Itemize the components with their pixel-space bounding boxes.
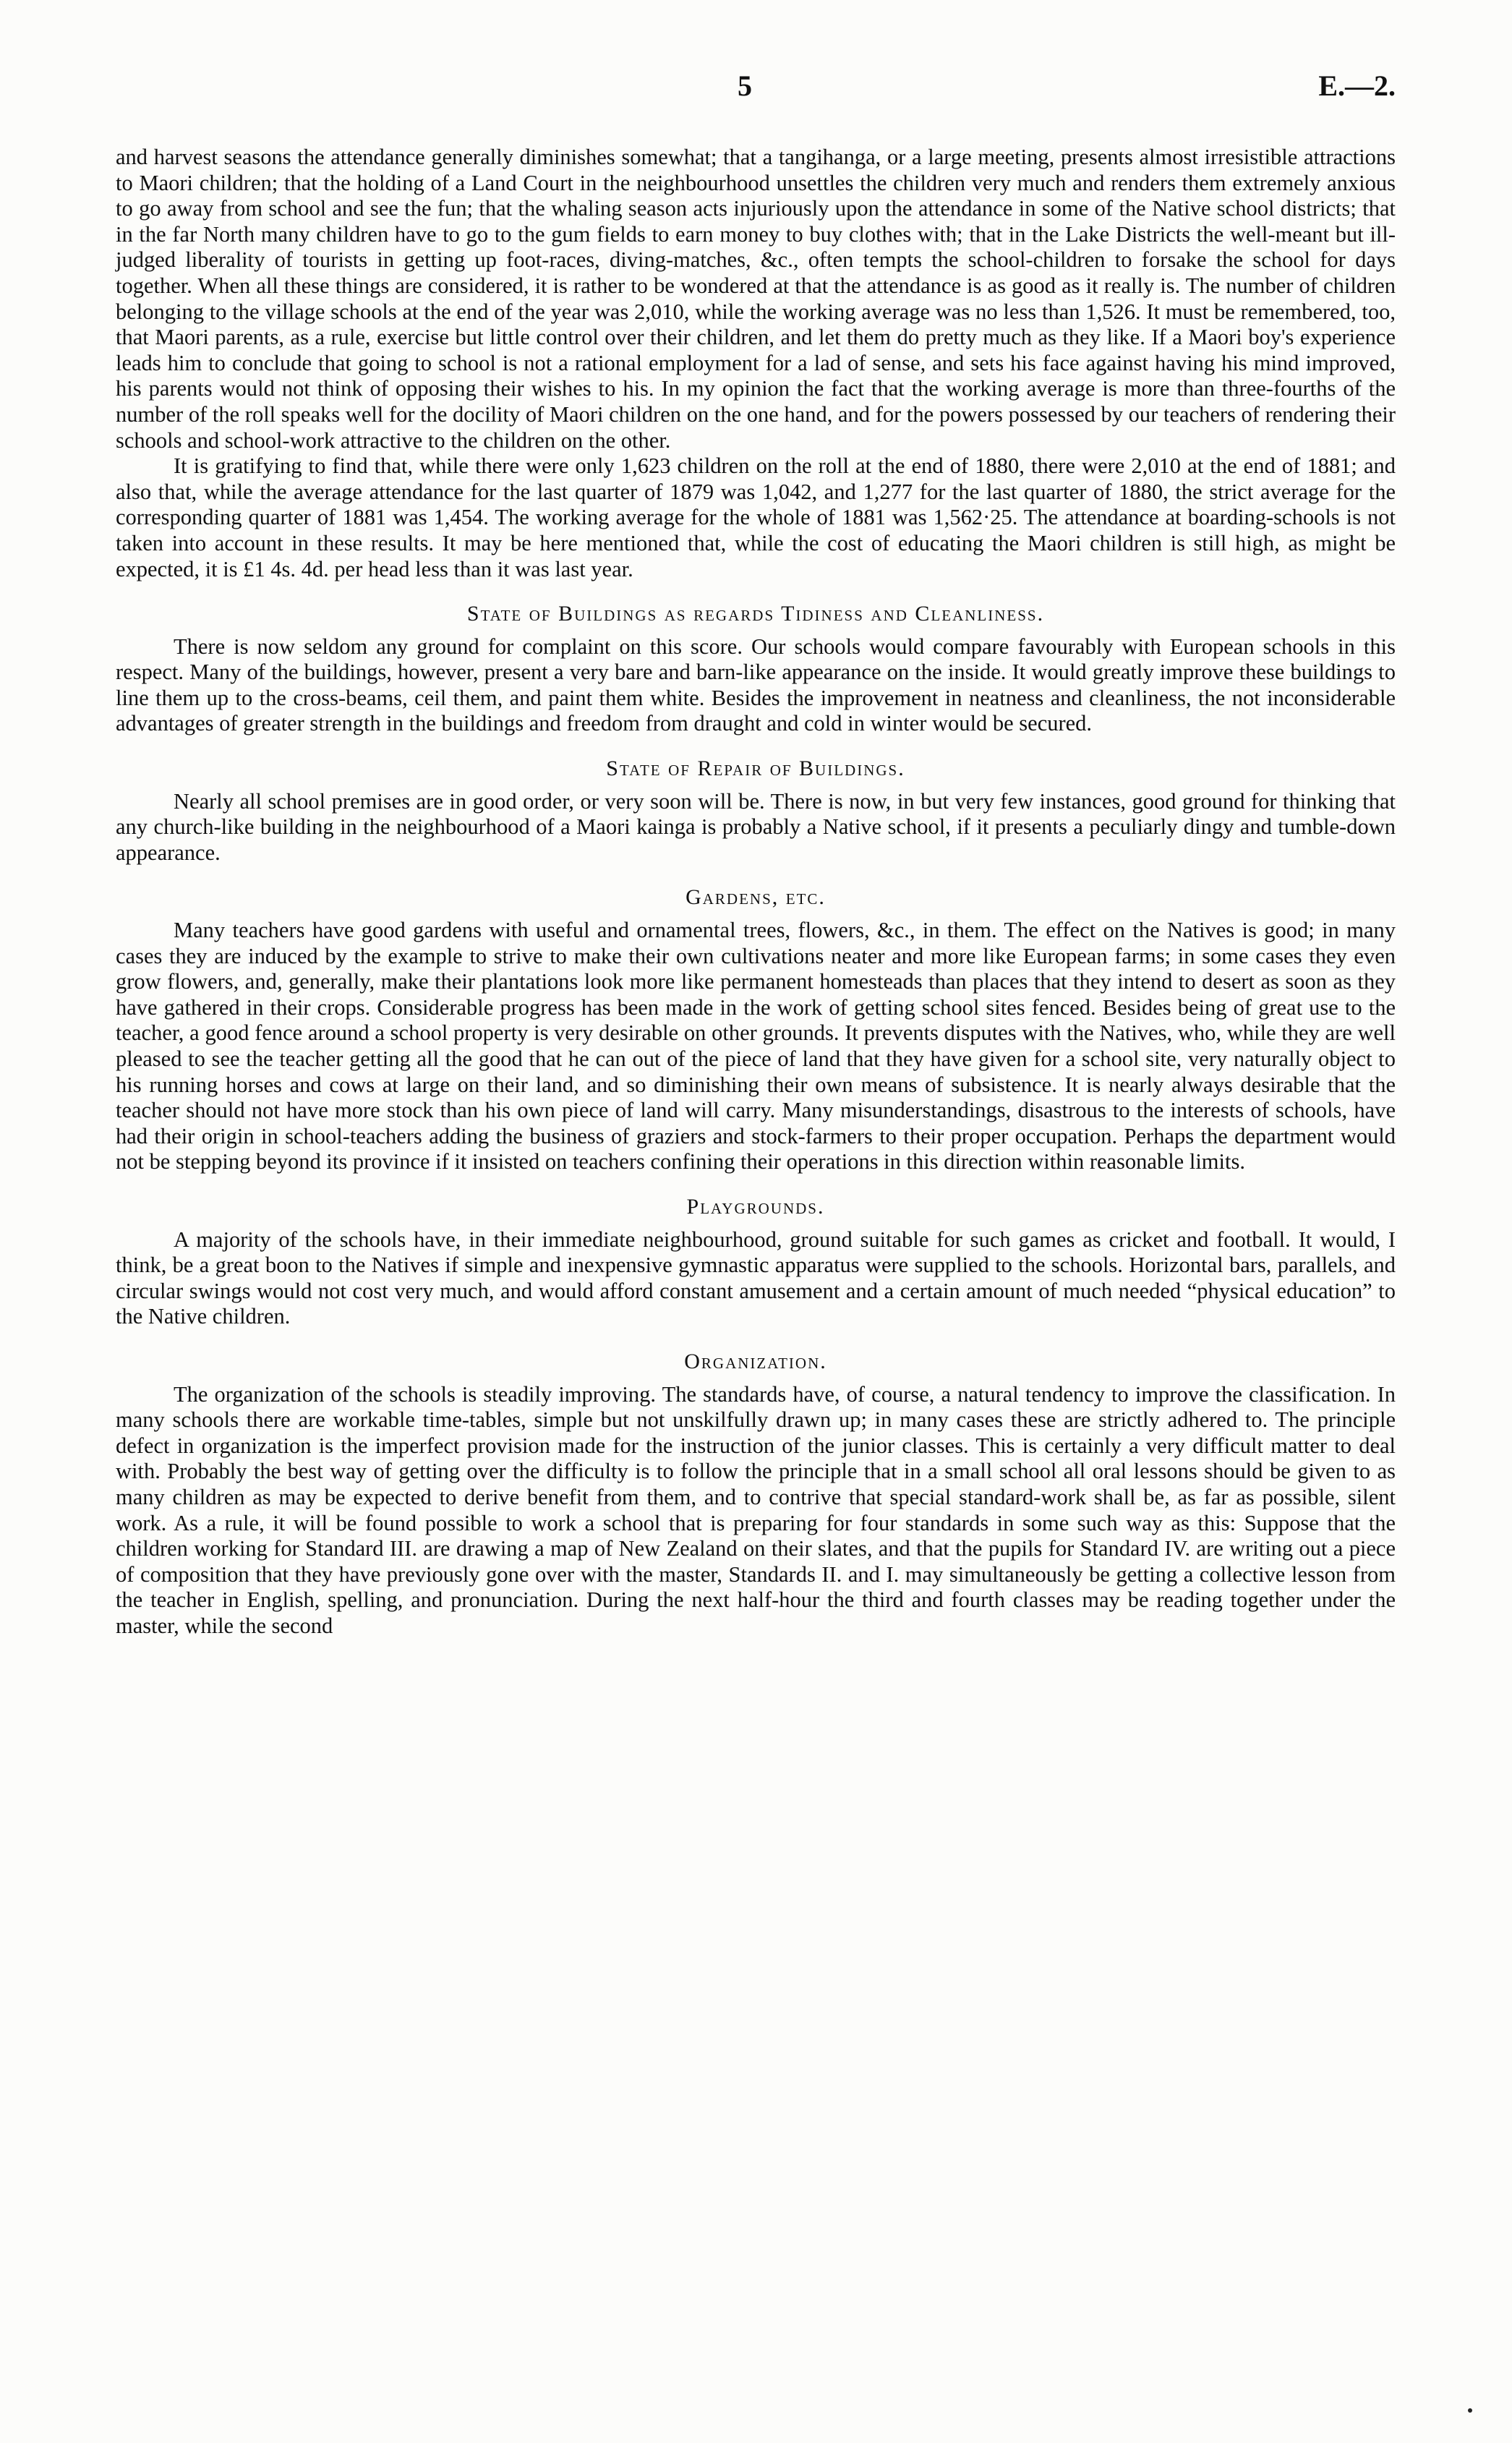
paragraph-repair: Nearly all school premises are in good order, or very soon will be. There is now, in but very few instances, good ground for thinking that any church-like building in the neighbourhood of a Maori kainga is probably a Native school, if it presents a peculiarly dingy and tumble-down appearance. — [116, 788, 1396, 865]
heading-repair: State of Repair of Buildings. — [606, 756, 905, 781]
paragraph-attendance-continued: and harvest seasons the attendance generally diminishes somewhat; that a tangihanga, or a large meeting, presents almost irresistible attractions to Maori children; that the holding of a Land Court in the neighbourhood unsettles the children very much and renders them extremely anxious to go away from school and see the fun; that the whaling season acts injuriously upon the attendance in some of the Native school districts; that in the far North many children have to go to the gum fields to earn money to buy clothes with; that in the Lake Districts the well-meant but ill-judged liberality of tourists in getting up foot-races, diving-matches, &c., often tempts the school-children to forsake the school for days together. When all these things are considered, it is rather to be wondered at that the attendance is as good as it really is. The number of children belonging to the village schools at the end of the year was 2,010, while the working average was no less than 1,526. It must be remembered, too, that Maori parents, as a rule, exercise but little control over their children, and let them do pretty much as they like. If a Maori boy's experience leads him to conclude that going to school is not a rational employment for a lad of sense, and sets his face against having his mind improved, his parents would not think of opposing their wishes to his. In my opinion the fact that the working average is more than three-fourths of the number of the roll speaks well for the docility of Maori children on the one hand, and for the powers possessed by our teachers of rendering their schools and school-work attractive to the children on the other. — [116, 145, 1396, 453]
page-body — [116, 145, 1396, 1639]
paragraph-roll-statistics: It is gratifying to find that, while there were only 1,623 children on the roll at the end of 1880, there were 2,010 at the end of 1881; and also that, while the average attendance for the last quarter of 1879 was 1,042, and 1,277 for the last quarter of 1880, the strict average for the corresponding quarter of 1881 was 1,454. The working average for the whole of 1881 was 1,562·25. The attendance at boarding-schools is not taken into account in these results. It may be here mentioned that, while the cost of educating the Maori children is still high, as might be expected, it is £1 4s. 4d. per head less than it was last year. — [116, 453, 1396, 581]
paragraph-organization: The organization of the schools is steadily improving. The standards have, of course, a natural tendency to improve the classification. In many schools there are workable time-tables, simple but not unskilfully drawn up; in many cases these are strictly adhered to. The principle defect in organization is the imperfect provision made for the instruction of the junior classes. This is certainly a very difficult matter to deal with. Probably the best way of getting over the difficulty is to follow the principle that in a small school all oral lessons should be given to as many children as may be expected to derive benefit from them, and to contrive that special standard-work shall be, as far as possible, silent work. As a rule, it will be found possible to work a school that is preparing for four standards in some such way as this: Suppose that the children working for Standard III. are drawing a map of New Zealand on their slates, and that the pupils for Standard IV. are writing out a piece of composition that they have previously gone over with the master, Standards II. and I. may simultaneously be getting a collective lesson from the teacher in English, spelling, and pronunciation. During the next half-hour the third and fourth classes may be reading together under the master, while the second — [116, 1381, 1396, 1638]
heading-organization: Organization. — [684, 1349, 827, 1373]
page-number: 5 — [738, 69, 752, 102]
heading-gardens: Gardens, etc. — [685, 885, 826, 910]
heading-tidiness: State of Buildings as regards Tidiness and Cleanliness. — [466, 602, 1045, 626]
page-header — [116, 69, 1396, 112]
document-reference: E.—2. — [1318, 69, 1396, 102]
paragraph-playgrounds: A majority of the schools have, in their immediate neighbourhood, ground suitable for such games as cricket and football. It would, I think, be a great boon to the Natives if simple and inexpensive gymnastic apparatus were supplied to the schools. Horizontal bars, parallels, and circular swings would not cost very much, and would afford constant amusement and a certain amount of much needed “physical education” to the Native children. — [116, 1227, 1396, 1329]
paragraph-tidiness: There is now seldom any ground for complaint on this score. Our schools would compare favourably with European schools in this respect. Many of the buildings, however, present a very bare and barn-like appearance on the inside. It would greatly improve these buildings to line them up to the cross-beams, ceil them, and paint them white. Besides the improvement in neatness and cleanliness, the not inconsiderable advantages of greater strength in the buildings and freedom from draught and cold in winter would be secured. — [116, 634, 1396, 736]
heading-playgrounds: Playgrounds. — [686, 1194, 825, 1219]
paragraph-gardens: Many teachers have good gardens with useful and ornamental trees, flowers, &c., in them. The effect on the Natives is good; in many cases they are induced by the example to strive to make their own cultivations neater and more like European farms; in some cases they even grow flowers, and, generally, make their plantations look more like permanent homesteads than places that they intend to desert as soon as they have gathered in their crops. Considerable progress has been made in the work of getting school sites fenced. Besides being of great use to the teacher, a good fence around a school property is very desirable on other grounds. It prevents disputes with the Natives, who, while they are well pleased to see the teacher getting all the good that he can out of the piece of land that they have given for a school site, very naturally object to his running horses and cows at large on their land, and so diminishing their own means of subsistence. It is nearly always desirable that the teacher should not have more stock than his own piece of land will carry. Many misunderstandings, disastrous to the interests of schools, have had their origin in school-teachers adding the business of graziers and stock-farmers to their proper occupation. Perhaps the department would not be stepping beyond its province if it insisted on teachers confining their operations in this direction within reasonable limits. — [116, 918, 1396, 1174]
print-mark — [1468, 2408, 1472, 2413]
